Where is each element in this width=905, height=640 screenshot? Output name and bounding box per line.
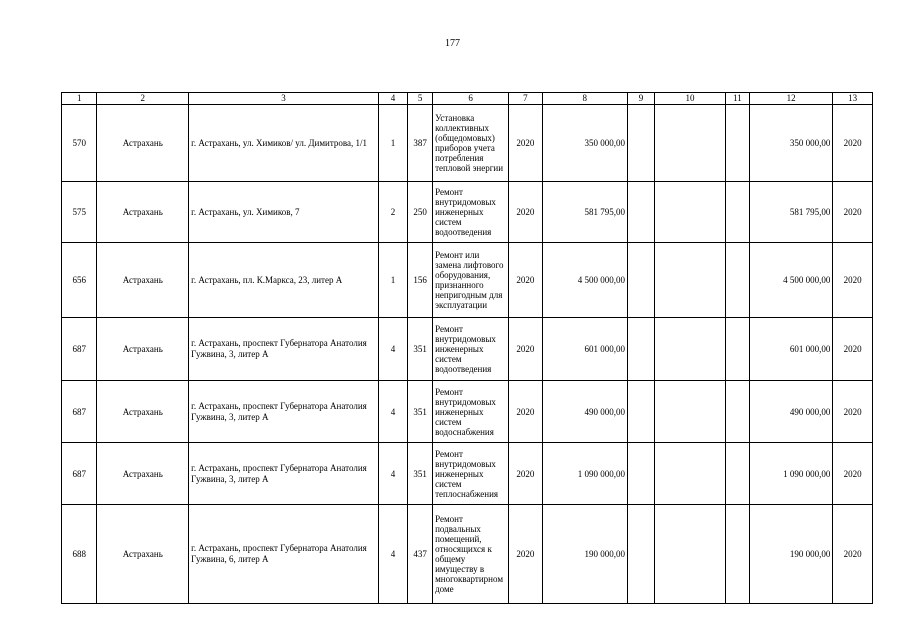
cell-amount: 350 000,00: [542, 105, 627, 182]
cell-work-type: Ремонт или замена лифтового оборудования, признанного непригодным для эксплуатации: [433, 243, 509, 318]
cell-col4: 1: [378, 243, 407, 318]
table-row: [62, 105, 873, 182]
column-header: 6: [433, 93, 509, 105]
cell-municipality: Астрахань: [97, 318, 189, 381]
cell-year-end: 2020: [833, 505, 873, 604]
column-header: 13: [833, 93, 873, 105]
cell-number: 570: [62, 105, 97, 182]
cell-col4: 1: [378, 105, 407, 182]
cell-col9: [627, 318, 654, 381]
cell-year: 2020: [509, 381, 542, 443]
column-header: 11: [725, 93, 749, 105]
cell-col9: [627, 505, 654, 604]
cell-col11: [725, 182, 749, 243]
cell-col5: 250: [408, 182, 433, 243]
cell-col11: [725, 381, 749, 443]
cell-year-end: 2020: [833, 105, 873, 182]
cell-col11: [725, 105, 749, 182]
cell-work-type: Ремонт внутридомовых инженерных систем водоотведения: [433, 318, 509, 381]
cell-number: 687: [62, 318, 97, 381]
cell-col10: [655, 505, 726, 604]
cell-year-end: 2020: [833, 381, 873, 443]
cell-municipality: Астрахань: [97, 243, 189, 318]
cell-col4: 2: [378, 182, 407, 243]
cell-amount: 4 500 000,00: [542, 243, 627, 318]
cell-address: г. Астрахань, пл. К.Маркса, 23, литер А: [189, 243, 379, 318]
cell-amount-total: 350 000,00: [749, 105, 832, 182]
cell-col10: [655, 243, 726, 318]
cell-year: 2020: [509, 505, 542, 604]
column-header: 9: [627, 93, 654, 105]
cell-address: г. Астрахань, проспект Губернатора Анатолия Гужвина, 3, литер А: [189, 443, 379, 505]
cell-col4: 4: [378, 318, 407, 381]
cell-number: 688: [62, 505, 97, 604]
cell-col10: [655, 381, 726, 443]
cell-amount-total: 1 090 000,00: [749, 443, 832, 505]
cell-number: 575: [62, 182, 97, 243]
table-row: [62, 505, 873, 604]
column-header: 4: [378, 93, 407, 105]
table-row: [62, 243, 873, 318]
cell-col9: [627, 243, 654, 318]
cell-col5: 437: [408, 505, 433, 604]
column-header: 2: [97, 93, 189, 105]
cell-col4: 4: [378, 443, 407, 505]
cell-col5: 351: [408, 443, 433, 505]
table-row: [62, 182, 873, 243]
cell-address: г. Астрахань, проспект Губернатора Анатолия Гужвина, 6, литер А: [189, 505, 379, 604]
cell-work-type: Ремонт подвальных помещений, относящихся к общему имуществу в многоквартирном доме: [433, 505, 509, 604]
cell-year: 2020: [509, 443, 542, 505]
cell-amount: 581 795,00: [542, 182, 627, 243]
column-header: 8: [542, 93, 627, 105]
column-header: 12: [749, 93, 832, 105]
cell-col5: 387: [408, 105, 433, 182]
cell-municipality: Астрахань: [97, 105, 189, 182]
cell-work-type: Установка коллективных (общедомовых) приборов учета потребления тепловой энергии: [433, 105, 509, 182]
cell-address: г. Астрахань, проспект Губернатора Анатолия Гужвина, 3, литер А: [189, 318, 379, 381]
cell-amount: 490 000,00: [542, 381, 627, 443]
cell-year: 2020: [509, 105, 542, 182]
cell-amount-total: 490 000,00: [749, 381, 832, 443]
cell-amount-total: 601 000,00: [749, 318, 832, 381]
cell-year-end: 2020: [833, 182, 873, 243]
cell-year: 2020: [509, 243, 542, 318]
column-header: 5: [408, 93, 433, 105]
cell-col11: [725, 443, 749, 505]
cell-year-end: 2020: [833, 443, 873, 505]
cell-col9: [627, 105, 654, 182]
cell-work-type: Ремонт внутридомовых инженерных систем водоснабжения: [433, 381, 509, 443]
cell-col4: 4: [378, 381, 407, 443]
cell-municipality: Астрахань: [97, 381, 189, 443]
cell-amount: 601 000,00: [542, 318, 627, 381]
table-row: [62, 318, 873, 381]
cell-amount-total: 4 500 000,00: [749, 243, 832, 318]
cell-col5: 156: [408, 243, 433, 318]
cell-col4: 4: [378, 505, 407, 604]
cell-amount-total: 190 000,00: [749, 505, 832, 604]
cell-col9: [627, 443, 654, 505]
table-row: [62, 381, 873, 443]
column-header: 1: [62, 93, 97, 105]
cell-number: 687: [62, 381, 97, 443]
cell-col5: 351: [408, 381, 433, 443]
column-header: 3: [189, 93, 379, 105]
cell-col10: [655, 105, 726, 182]
cell-col10: [655, 318, 726, 381]
cell-col10: [655, 182, 726, 243]
cell-col11: [725, 505, 749, 604]
cell-address: г. Астрахань, ул. Химиков, 7: [189, 182, 379, 243]
cell-work-type: Ремонт внутридомовых инженерных систем водоотведения: [433, 182, 509, 243]
cell-amount: 1 090 000,00: [542, 443, 627, 505]
cell-number: 656: [62, 243, 97, 318]
cell-address: г. Астрахань, ул. Химиков/ ул. Димитрова, 1/1: [189, 105, 379, 182]
page-number: 177: [445, 38, 460, 49]
cell-number: 687: [62, 443, 97, 505]
column-header: 7: [509, 93, 542, 105]
cell-municipality: Астрахань: [97, 505, 189, 604]
column-header: 10: [655, 93, 726, 105]
cell-municipality: Астрахань: [97, 182, 189, 243]
cell-col5: 351: [408, 318, 433, 381]
cell-municipality: Астрахань: [97, 443, 189, 505]
cell-amount-total: 581 795,00: [749, 182, 832, 243]
cell-year-end: 2020: [833, 243, 873, 318]
cell-col11: [725, 318, 749, 381]
data-table: [61, 92, 873, 604]
cell-col9: [627, 182, 654, 243]
cell-col11: [725, 243, 749, 318]
cell-work-type: Ремонт внутридомовых инженерных систем теплоснабжения: [433, 443, 509, 505]
column-number-row: [62, 93, 873, 105]
table-row: [62, 443, 873, 505]
cell-year-end: 2020: [833, 318, 873, 381]
cell-amount: 190 000,00: [542, 505, 627, 604]
cell-year: 2020: [509, 318, 542, 381]
cell-year: 2020: [509, 182, 542, 243]
cell-col10: [655, 443, 726, 505]
cell-col9: [627, 381, 654, 443]
cell-address: г. Астрахань, проспект Губернатора Анатолия Гужвина, 3, литер А: [189, 381, 379, 443]
